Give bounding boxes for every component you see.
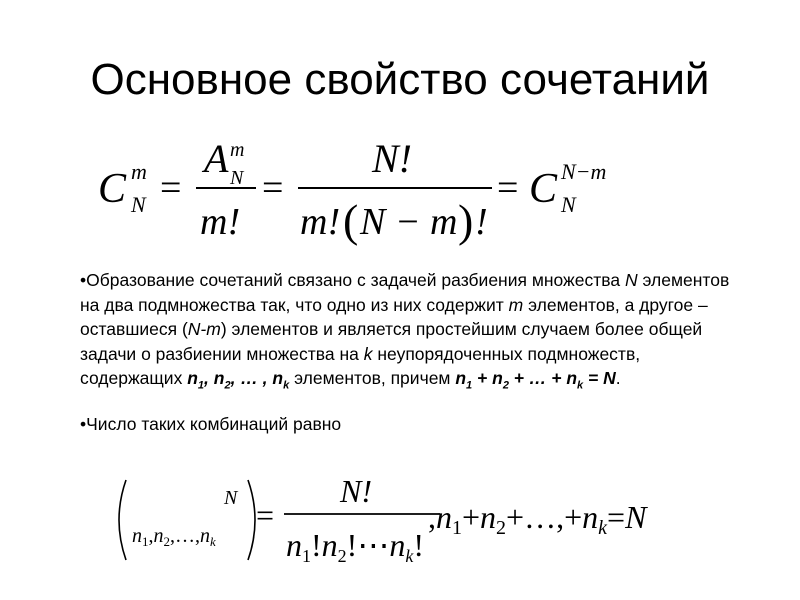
- plus: +: [472, 368, 493, 388]
- paragraph-partition: [80, 268, 740, 398]
- subscript: 1: [197, 379, 205, 392]
- subscript: 1: [452, 517, 462, 539]
- var-n: n: [132, 525, 142, 547]
- sum-constraint: [428, 499, 648, 539]
- multinomial-bottom-list: [132, 525, 216, 549]
- subscript-N: N: [131, 192, 146, 217]
- equals: =: [607, 499, 626, 535]
- text-segment: элементов, а другое – оставшиеся (: [80, 294, 708, 339]
- sum-expression: [455, 368, 616, 392]
- denominator-factorial: !: [475, 201, 488, 243]
- equals-N: = N: [583, 368, 616, 388]
- subscript: k: [210, 534, 216, 549]
- formula-multinomial-svg: [0, 470, 800, 580]
- var-n: n: [566, 368, 578, 388]
- subscript: 1: [302, 546, 311, 566]
- equals-sign-3: =: [497, 167, 519, 209]
- ellipsis: ,…,: [170, 525, 200, 547]
- symbol-C: C: [98, 166, 127, 212]
- ellipsis: , … ,: [230, 368, 273, 388]
- text-segment: Число таких комбинаций равно: [86, 414, 342, 434]
- plus: +: [462, 499, 481, 535]
- paren-right: ): [458, 195, 474, 246]
- subscript: 2: [163, 534, 170, 549]
- superscript-N-minus-m: N−m: [561, 159, 607, 184]
- var-N-m: N-m: [187, 319, 221, 339]
- paren-left: (: [343, 195, 359, 246]
- factorial: !: [311, 527, 322, 563]
- subscript: k: [598, 517, 608, 539]
- var-n1: [187, 368, 205, 392]
- subscript: k: [283, 379, 290, 392]
- var-n: n: [213, 368, 225, 388]
- var-n: n: [492, 368, 503, 388]
- superscript-m: m: [131, 159, 147, 184]
- subscript: 2: [502, 379, 509, 392]
- subscript: 2: [224, 379, 231, 392]
- plus-ellipsis: + … +: [508, 368, 567, 388]
- comma: ,: [204, 368, 214, 388]
- text-segment: элементов на два подмножества так, что одно из них содержит: [80, 270, 730, 315]
- multinomial-top-N: N: [224, 487, 238, 509]
- denominator-m-factorial: m!: [200, 201, 241, 243]
- var-n: n: [200, 525, 210, 547]
- multinomial-numerator: N!: [340, 473, 372, 509]
- var-n2: [213, 368, 231, 392]
- A-subscript-N: N: [230, 167, 244, 189]
- multinomial-denominator: [286, 527, 424, 566]
- var-k: k: [363, 343, 373, 364]
- A-superscript-m: m: [230, 139, 245, 161]
- subscript: k: [405, 546, 414, 566]
- var-N: N: [625, 499, 647, 535]
- formula-combination-svg: [0, 132, 800, 252]
- plus-ellipsis: +…,+: [506, 499, 583, 535]
- formula-combination-property: [0, 132, 800, 252]
- subscript-N-2: N: [561, 192, 576, 217]
- subscript: 2: [496, 517, 507, 539]
- equals-sign-1: =: [160, 167, 182, 209]
- var-n: n: [436, 499, 452, 535]
- symbol-C-2: C: [529, 166, 558, 212]
- var-n: n: [389, 527, 406, 563]
- comma: ,: [428, 499, 436, 535]
- var-n: n: [272, 368, 284, 388]
- symbol-A: A: [204, 136, 229, 181]
- denominator-m-factorial-2: m!: [300, 201, 341, 243]
- period: .: [615, 368, 621, 388]
- numerator-N-factorial: N!: [372, 136, 412, 181]
- multinomial-paren-left: [119, 480, 126, 560]
- var-n: n: [286, 527, 302, 563]
- var-nk: [272, 368, 290, 392]
- denominator-N-minus-m: N − m: [360, 201, 458, 243]
- body-text: [80, 268, 740, 437]
- formula-multinomial: [0, 470, 800, 580]
- subscript: 1: [466, 379, 473, 392]
- comma: ,: [148, 525, 154, 547]
- var-N: N: [624, 270, 638, 290]
- text-segment: неупорядоченных подмножеств, содержащих: [80, 343, 641, 388]
- subscript: k: [577, 379, 584, 392]
- slide-title: Основное свойство сочетаний: [90, 55, 710, 104]
- factorial-dots: !⋯: [346, 527, 390, 563]
- var-m: m: [508, 294, 524, 315]
- text-segment: Образование сочетаний связано с задачей разбиения множества: [86, 270, 625, 290]
- multinomial-paren-right: [248, 480, 255, 560]
- var-n: n: [480, 499, 497, 535]
- equals-sign-2: =: [262, 167, 284, 209]
- paragraph-count: [80, 412, 740, 437]
- subscript: 2: [337, 546, 347, 566]
- var-n: n: [153, 525, 164, 547]
- bullet: •: [80, 270, 87, 290]
- factorial: !: [413, 527, 424, 563]
- subscript: 1: [142, 534, 149, 549]
- text-segment: ) элементов и является простейшим случаем более общей задачи о разбиении множества на: [80, 319, 703, 364]
- var-n: n: [321, 527, 338, 563]
- text-segment: элементов, причем: [289, 368, 456, 388]
- bullet: •: [80, 414, 87, 434]
- var-n: n: [455, 368, 467, 388]
- var-n: n: [187, 368, 198, 388]
- var-n: n: [582, 499, 599, 535]
- equals-sign-4: =: [256, 497, 275, 533]
